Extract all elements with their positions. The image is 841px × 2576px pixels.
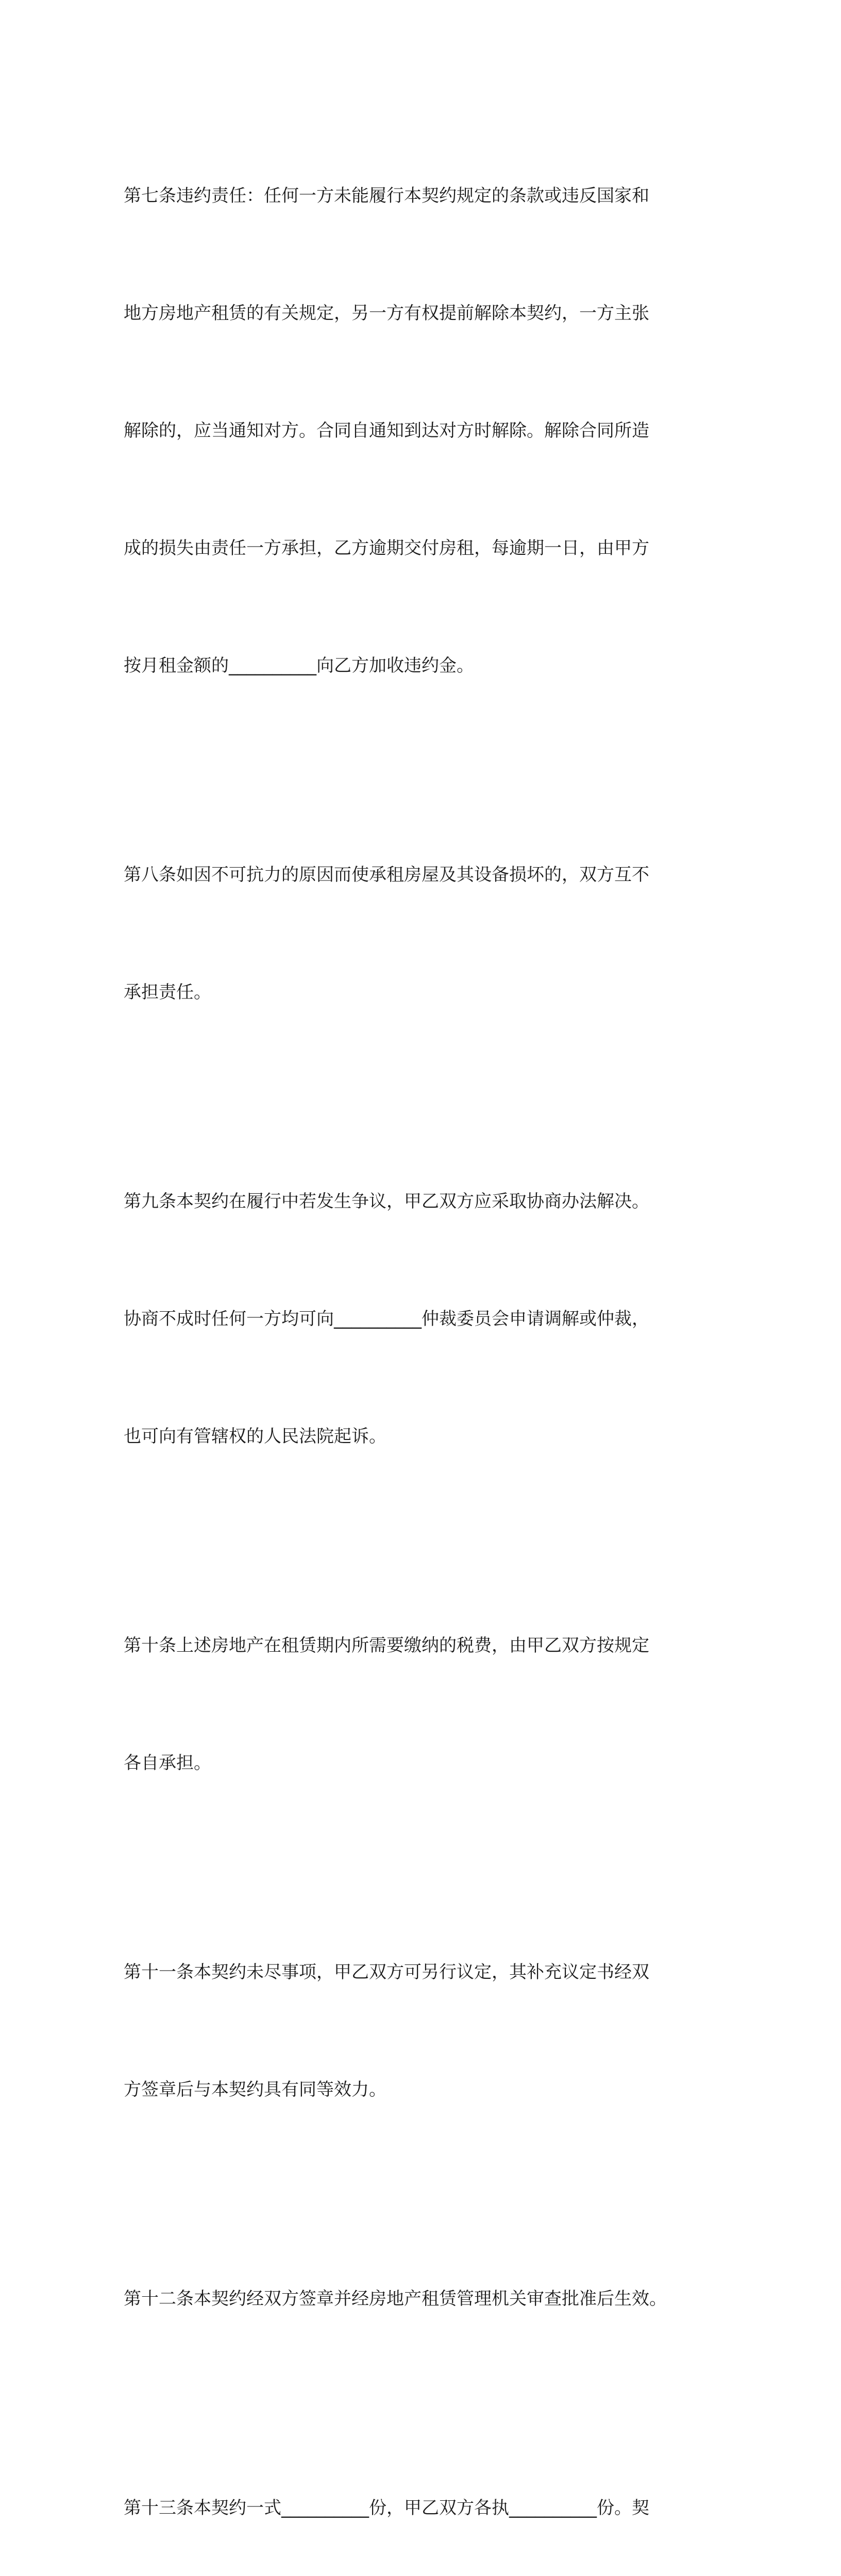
article-7-paragraph bbox=[124, 98, 701, 764]
article-9-line: 也可向有管辖权的人民法院起诉。 bbox=[124, 1426, 386, 1447]
article-7-line: 成的损失由责任一方承担，乙方逾期交付房租，每逾期一日，由甲方 bbox=[124, 538, 649, 558]
article-12-paragraph bbox=[124, 2201, 701, 2397]
article-9-line: 协商不成时任何一方均可向__________仲裁委员会申请调解或仲裁， bbox=[124, 1309, 649, 1329]
article-7-line: 地方房地产租赁的有关规定，另一方有权提前解除本契约，一方主张 bbox=[124, 303, 649, 324]
article-12-line: 第十二条本契约经双方签章并经房地产租赁管理机关审查批准后生效。 bbox=[124, 2289, 667, 2309]
article-13-paragraph bbox=[124, 2410, 701, 2576]
article-8-line: 承担责任。 bbox=[124, 982, 211, 1003]
article-7-line: 按月租金额的__________向乙方加收违约金。 bbox=[124, 655, 474, 676]
article-10-paragraph bbox=[124, 1548, 701, 1861]
article-13-line: 第十三条本契约一式__________份，甲乙双方各执__________份。契 bbox=[124, 2498, 649, 2518]
document-body bbox=[124, 98, 701, 2576]
article-9-paragraph bbox=[124, 1104, 701, 1534]
article-11-line: 方签章后与本契约具有同等效力。 bbox=[124, 2079, 386, 2100]
article-10-line: 各自承担。 bbox=[124, 1753, 211, 1773]
article-11-paragraph bbox=[124, 1874, 701, 2188]
article-7-line: 第七条违约责任：任何一方未能履行本契约规定的条款或违反国家和 bbox=[124, 185, 649, 206]
article-11-line: 第十一条本契约未尽事项，甲乙双方可另行议定，其补充议定书经双 bbox=[124, 1962, 649, 1982]
article-7-line: 解除的，应当通知对方。合同自通知到达对方时解除。解除合同所造 bbox=[124, 420, 649, 441]
article-8-line: 第八条如因不可抗力的原因而使承租房屋及其设备损坏的，双方互不 bbox=[124, 865, 649, 885]
article-10-line: 第十条上述房地产在租赁期内所需要缴纳的税费，由甲乙双方按规定 bbox=[124, 1635, 649, 1656]
article-8-paragraph bbox=[124, 777, 701, 1090]
article-9-line: 第九条本契约在履行中若发生争议，甲乙双方应采取协商办法解决。 bbox=[124, 1191, 649, 1212]
